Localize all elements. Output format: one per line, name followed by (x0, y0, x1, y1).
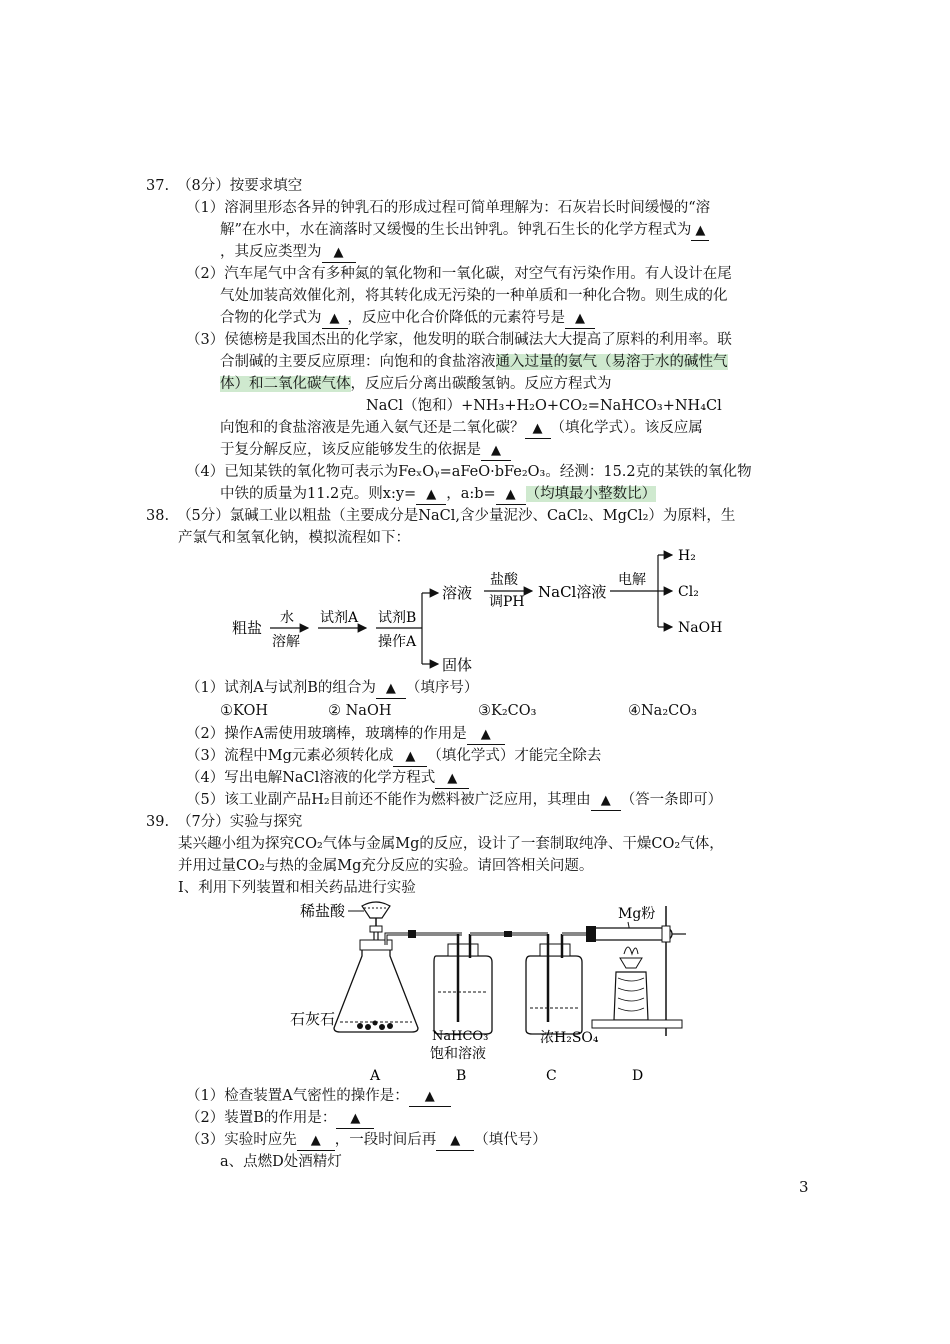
q39-s3: （3）实验时应先 ▲ ，一段时间后再 ▲ （填代号） (186, 1129, 547, 1151)
q39-number: 39. (146, 814, 170, 830)
q37-title: （8分）按要求填空 (177, 178, 303, 194)
label-saturated: 饱和溶液 (430, 1046, 486, 1062)
triangle-icon: ▲ (505, 487, 516, 502)
triangle-icon: ▲ (385, 681, 396, 696)
q37-p1-line2: 解”在水中，水在滴落时又缓慢的生长出钟乳。钟乳石生长的化学方程式为 ▲ (220, 219, 709, 241)
answer-blank[interactable] (322, 243, 356, 263)
q38-s2: （2）操作A需使用玻璃棒，玻璃棒的作用是 ▲ (186, 723, 505, 745)
triangle-icon: ▲ (424, 1089, 435, 1104)
triangle-icon: ▲ (575, 311, 585, 326)
triangle-icon: ▲ (333, 245, 344, 260)
q38-s3: （3）流程中Mg元素必须转化成 ▲ （填化学式）才能完全除去 (186, 745, 601, 767)
triangle-icon: ▲ (532, 421, 543, 436)
apparatus-diagram (286, 896, 706, 1086)
q39-s2: （2）装置B的作用是： ▲ (186, 1107, 374, 1129)
answer-blank[interactable] (297, 1131, 335, 1151)
answer-blank[interactable] (416, 485, 446, 505)
answer-blank[interactable] (435, 769, 469, 789)
flow-h2: H₂ (678, 548, 696, 564)
answer-blank[interactable] (409, 1087, 451, 1107)
q38-s4: （4）写出电解NaCl溶液的化学方程式 ▲ (186, 767, 469, 789)
apparatus-c (526, 934, 590, 1034)
answer-blank[interactable] (393, 747, 427, 767)
flow-water: 水 (280, 610, 294, 626)
flow-nacl-solution: NaCl溶液 (538, 583, 607, 601)
q37-p3-line6: 于复分解反应，该反应能够发生的依据是 ▲ (220, 439, 511, 461)
highlight: 体）和二氧化碳气体 (220, 376, 351, 392)
answer-blank[interactable] (322, 309, 348, 329)
q38-header: 38. （5分）氯碱工业以粗盐（主要成分是NaCl,含少量泥沙、CaCl₂、MgCl₂）为原料，生 (146, 508, 736, 524)
q37-p2-line2: 气处加装高效催化剂，将其转化成无污染的一种单质和一种化合物。则生成的化 (220, 288, 728, 304)
triangle-icon: ▲ (447, 771, 458, 786)
q37-p3-line3: 体）和二氧化碳气体，反应后分离出碳酸氢钠。反应方程式为 (220, 376, 612, 392)
q38-s1: （1）试剂A与试剂B的组合为 ▲ （填序号） (186, 677, 478, 699)
q37-p3-line2: 合制碱的主要反应原理：向饱和的食盐溶液通入过量的氨气（易溶于水的碱性气 (220, 354, 728, 370)
answer-blank[interactable] (467, 725, 505, 745)
q39-line1: 某兴趣小组为探究CO₂气体与金属Mg的反应，设计了一套制取纯净、干燥CO₂气体， (178, 836, 724, 852)
flow-reagent-a: 试剂A (320, 610, 359, 626)
q37-p3-line5: 向饱和的食盐溶液是先通入氨气还是二氧化碳？ ▲ （填化学式）。该反应属 (220, 417, 703, 439)
triangle-icon: ▲ (405, 749, 416, 764)
triangle-icon: ▲ (310, 1133, 321, 1148)
label-h2so4: 浓H₂SO₄ (540, 1030, 599, 1046)
flow-solution: 溶液 (442, 584, 473, 602)
triangle-icon: ▲ (491, 443, 501, 458)
triangle-icon: ▲ (695, 223, 706, 238)
process-flow-diagram (226, 545, 746, 680)
label-b: B (456, 1068, 467, 1084)
triangle-icon: ▲ (450, 1133, 461, 1148)
answer-blank[interactable] (376, 679, 406, 699)
label-d: D (632, 1068, 644, 1084)
flow-cl2: Cl₂ (678, 584, 699, 600)
highlight: （均填最小整数比） (525, 486, 657, 502)
answer-blank[interactable] (565, 309, 595, 329)
answer-blank[interactable] (591, 791, 621, 811)
answer-blank[interactable] (525, 419, 551, 439)
triangle-icon: ▲ (600, 793, 611, 808)
highlight: 通入过量的氨气（易溶于水的碱性气 (495, 354, 728, 370)
triangle-icon: ▲ (329, 311, 340, 326)
q37-equation: NaCl（饱和）+NH₃+H₂O+CO₂=NaHCO₃+NH₄Cl (366, 398, 722, 414)
q37-p4-line2: 中铁的质量为11.2克。则x:y= ▲ ，a:b= ▲ （均填最小整数比） (220, 483, 656, 505)
label-nahco3: NaHCO₃ (432, 1029, 489, 1044)
triangle-icon: ▲ (350, 1111, 361, 1126)
label-c: C (546, 1068, 557, 1084)
flow-electrolysis: 电解 (618, 572, 646, 588)
answer-blank[interactable] (436, 1131, 474, 1151)
q37-p3-line1: （3）侯德榜是我国杰出的化学家，他发明的联合制碱法大大提高了原料的利用率。联 (186, 332, 732, 348)
flow-adjust-ph: 调PH (489, 594, 525, 610)
q38-option-2: ② NaOH (328, 703, 392, 719)
q37-p1-line1: （1）溶洞里形态各异的钟乳石的形成过程可简单理解为：石灰岩长时间缓慢的“溶 (186, 200, 711, 216)
triangle-icon: ▲ (426, 487, 437, 502)
answer-blank[interactable] (691, 221, 709, 241)
q37-p2-line1: （2）汽车尾气中含有多种氮的氧化物和一氧化碳，对空气有污染作用。有人设计在尾 (186, 266, 732, 282)
q37-p2-line3: 合物的化学式为 ▲ ，反应中化合价降低的元素符号是 ▲ (220, 307, 595, 329)
flow-reagent-b: 试剂B (378, 610, 417, 626)
triangle-icon: ▲ (480, 727, 491, 742)
flow-operation-a: 操作A (378, 634, 417, 650)
label-dilute-hcl: 稀盐酸 (300, 902, 346, 920)
q39-part1: Ⅰ、利用下列装置和相关药品进行实验 (178, 880, 416, 896)
q39-s1: （1）检查装置A气密性的操作是： ▲ (186, 1085, 451, 1107)
q37-p1-line3: ，其反应类型为 ▲ (220, 241, 356, 263)
q38-option-4: ④Na₂CO₃ (628, 703, 697, 719)
answer-blank[interactable] (496, 485, 526, 505)
q39-header: 39. （7分）实验与探究 (146, 814, 303, 830)
answer-blank[interactable] (336, 1109, 374, 1129)
label-limestone: 石灰石 (290, 1010, 336, 1028)
q39-line2: 并用过量CO₂与热的金属Mg充分反应的实验。请回答相关问题。 (178, 858, 594, 874)
q38-number: 38. (146, 508, 170, 524)
answer-blank[interactable] (481, 441, 511, 461)
q38-option-1: ①KOH (220, 703, 268, 719)
flow-crude-salt: 粗盐 (232, 619, 263, 637)
flow-dissolve: 溶解 (272, 634, 300, 650)
page-number: 3 (799, 1178, 809, 1196)
q37-header (146, 175, 302, 197)
label-mg-powder: Mg粉 (618, 906, 656, 922)
q37-p4-line1: （4）已知某铁的氧化物可表示为FeₓOᵧ=aFeO·bFe₂O₃。经测：15.2克的某铁的氧化物 (186, 464, 752, 480)
q37-number: 37. (146, 178, 170, 194)
flow-naoh: NaOH (678, 620, 723, 636)
q38-option-3: ③K₂CO₃ (478, 703, 537, 719)
q38-s5: （5）该工业副产品H₂目前还不能作为燃料被广泛应用，其理由 ▲ （答一条即可） (186, 789, 722, 811)
q38-line2: 产氯气和氢氧化钠，模拟流程如下： (178, 530, 410, 546)
label-a: A (370, 1068, 381, 1084)
q39-option-a: a、点燃D处酒精灯 (220, 1154, 342, 1170)
flow-solid: 固体 (442, 656, 473, 674)
flow-hcl: 盐酸 (490, 572, 518, 588)
